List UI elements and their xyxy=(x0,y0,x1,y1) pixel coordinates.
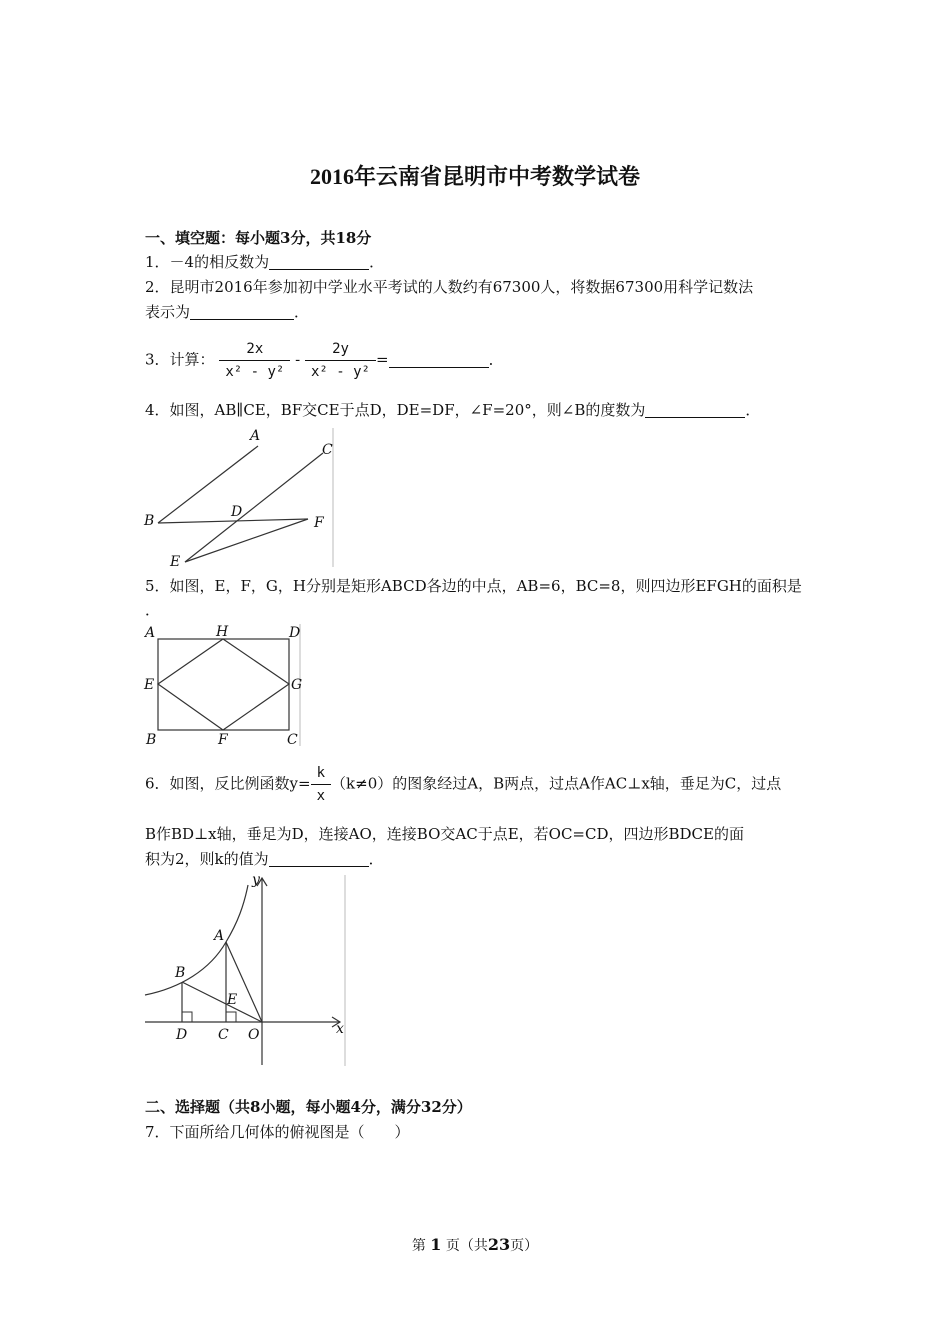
q2-line2-text: 表示为 xyxy=(145,303,191,321)
label-a: A xyxy=(145,625,156,641)
q1-end: ． xyxy=(369,253,385,271)
q3-f2-num: 2y xyxy=(305,338,376,361)
label-f: F xyxy=(218,732,228,748)
label-e: E xyxy=(144,677,155,693)
label-d: D xyxy=(289,625,301,641)
question-6-line3 xyxy=(145,848,384,870)
q6-suffix: （k≠0）的图象经过A，B两点，过点A作AC⊥x轴，垂足为C，过点 xyxy=(331,774,782,793)
label-y: y xyxy=(252,872,260,888)
q5-figure xyxy=(140,620,310,750)
q2-answer-blank[interactable] xyxy=(190,303,294,320)
footer-page-number: 1 xyxy=(430,1235,442,1254)
q3-equals: = xyxy=(376,350,389,369)
label-c: C xyxy=(322,442,333,458)
label-f: F xyxy=(314,515,324,531)
question-5-line2: ． xyxy=(145,601,161,619)
question-5-line1: 5．如图，E，F，G，H分别是矩形ABCD各边的中点，AB=6，BC=8，则四边形EFGH的面积是 xyxy=(145,577,802,595)
right-angle-d xyxy=(182,1012,192,1022)
label-g: G xyxy=(291,677,303,693)
q6-end: ． xyxy=(368,850,384,868)
page-title: 2016年云南省昆明市中考数学试卷 xyxy=(309,164,640,189)
label-o: O xyxy=(248,1027,260,1043)
label-c: C xyxy=(287,732,298,748)
segment-ef xyxy=(185,519,308,562)
q3-fraction-1 xyxy=(219,338,290,383)
q4-end: ． xyxy=(745,401,761,419)
label-b: B xyxy=(144,513,155,529)
label-a: A xyxy=(250,428,261,444)
question-6-line2: B作BD⊥x轴，垂足为D，连接AO，连接BO交AC于点E，若OC=CD，四边形BDCE的面 xyxy=(145,825,744,843)
q2-end: ． xyxy=(294,303,310,321)
rectangle-abcd xyxy=(158,639,289,730)
question-7: 7．下面所给几何体的俯视图是（ ） xyxy=(145,1123,410,1141)
section2-heading: 二、选择题（共8小题，每小题4分，满分32分） xyxy=(145,1098,472,1116)
page-footer xyxy=(0,1235,950,1255)
segment-bo xyxy=(182,982,262,1022)
quadrilateral-efgh xyxy=(158,639,289,730)
question-4 xyxy=(145,399,760,421)
q3-end: ． xyxy=(488,350,504,369)
footer-total-pages: 23 xyxy=(487,1235,511,1254)
question-6-line1 xyxy=(145,762,781,807)
label-b: B xyxy=(146,732,157,748)
question-1 xyxy=(145,251,384,273)
q6-answer-blank[interactable] xyxy=(269,850,369,867)
q6-figure xyxy=(140,870,355,1070)
label-e: E xyxy=(170,554,181,570)
footer-post: 页） xyxy=(510,1238,539,1254)
section1-heading: 一、填空题：每小题3分，共18分 xyxy=(145,229,372,247)
q3-f1-num: 2x xyxy=(219,338,290,361)
label-c: C xyxy=(218,1027,229,1043)
q3-minus: - xyxy=(295,350,301,369)
segment-ec xyxy=(185,453,323,562)
label-d: D xyxy=(176,1027,188,1043)
segment-ba xyxy=(158,446,258,523)
footer-pre: 第 xyxy=(411,1238,426,1254)
label-e: E xyxy=(227,992,238,1008)
label-x: x xyxy=(336,1021,344,1037)
q4-answer-blank[interactable] xyxy=(645,401,745,418)
q3-f1-den: x² - y² xyxy=(225,364,285,380)
q3-answer-blank[interactable] xyxy=(389,351,489,368)
label-d: D xyxy=(231,504,243,520)
q6-f-num: k xyxy=(311,762,331,785)
q6-prefix: 6．如图，反比例函数y= xyxy=(145,774,311,793)
segment-ao xyxy=(226,942,262,1022)
label-a: A xyxy=(214,928,225,944)
q1-answer-blank[interactable] xyxy=(269,253,369,270)
label-h: H xyxy=(216,624,229,640)
question-2-line1: 2．昆明市2016年参加初中学业水平考试的人数约有67300人，将数据67300用科学记数法 xyxy=(145,278,754,296)
hyperbola-curve xyxy=(145,885,248,995)
q6-line3-text: 积为2，则k的值为 xyxy=(145,850,269,868)
q4-figure xyxy=(140,424,340,570)
q6-f-den: x xyxy=(316,788,326,804)
q6-fraction xyxy=(311,762,331,807)
q3-fraction-2 xyxy=(305,338,376,383)
q1-text: 1．－4的相反数为 xyxy=(145,253,270,271)
label-b: B xyxy=(175,965,186,981)
question-3 xyxy=(145,338,504,383)
q4-text: 4．如图，AB∥CE，BF交CE于点D，DE=DF，∠F=20°，则∠B的度数为 xyxy=(145,401,646,419)
question-2-line2 xyxy=(145,301,309,323)
right-angle-c xyxy=(226,1012,236,1022)
footer-mid: 页（共 xyxy=(445,1238,488,1254)
q3-f2-den: x² - y² xyxy=(310,364,370,380)
q3-prefix: 3．计算： xyxy=(145,350,215,369)
